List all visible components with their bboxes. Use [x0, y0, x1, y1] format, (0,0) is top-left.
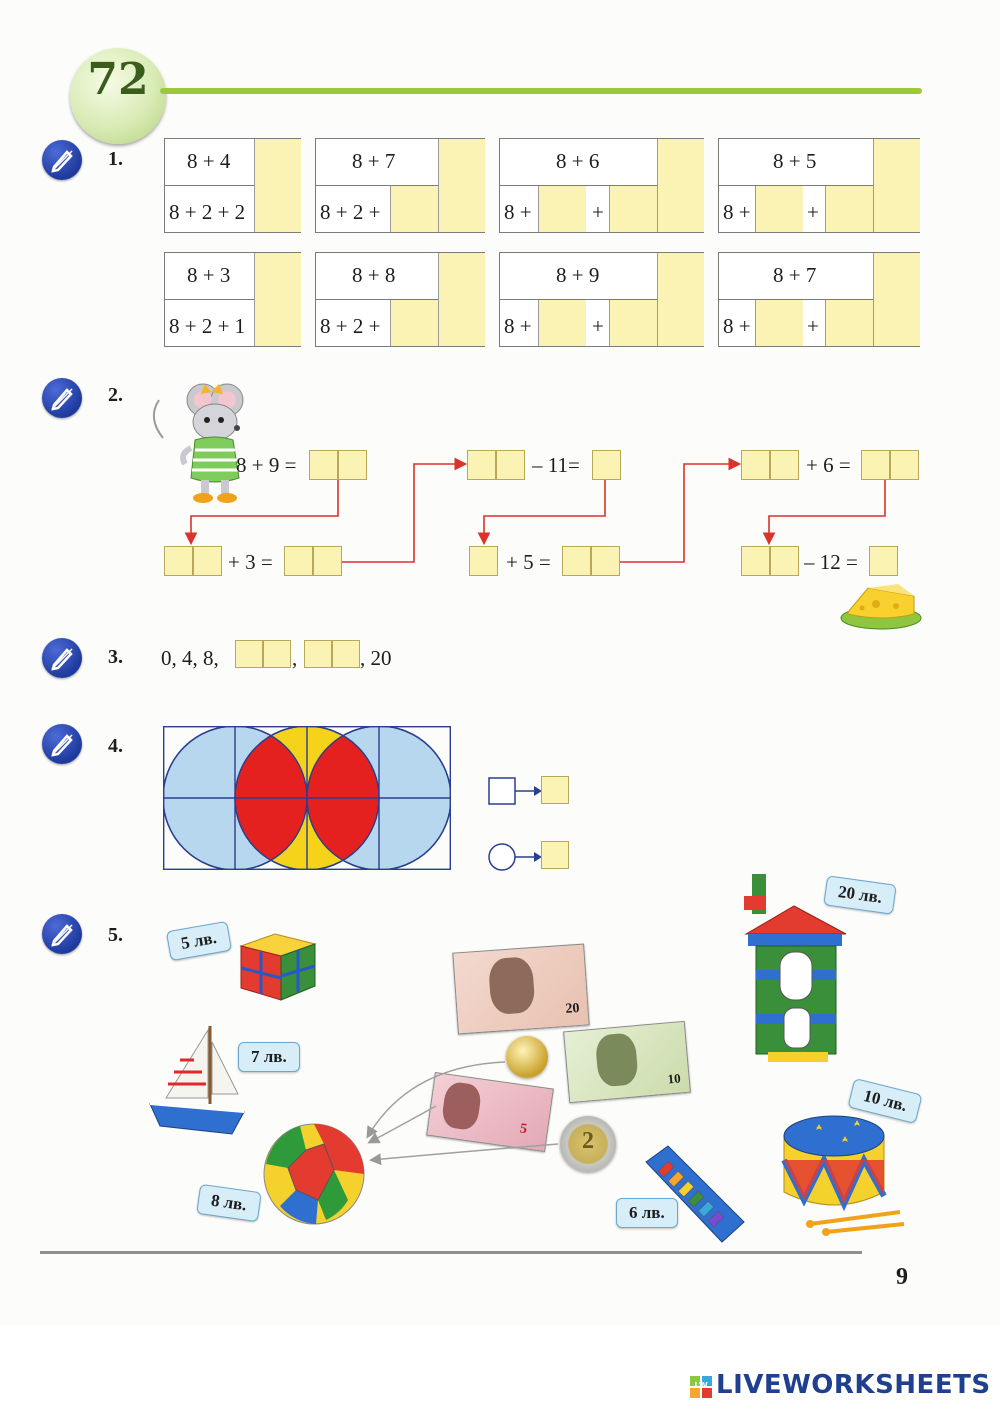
- card-top-expression: 8 + 7: [352, 149, 396, 173]
- answer-box[interactable]: [164, 546, 193, 576]
- card-top-expression: 8 + 8: [352, 263, 396, 287]
- exercise-2-number: 2.: [108, 384, 123, 406]
- answer-box[interactable]: [284, 546, 313, 576]
- puzzle-cube-illustration: [235, 930, 320, 1002]
- answer-box[interactable]: [657, 253, 704, 346]
- decomposition-card: [315, 252, 485, 347]
- answer-box[interactable]: [825, 186, 873, 232]
- equation-4-text: + 5 =: [506, 550, 551, 574]
- answer-box[interactable]: [313, 546, 342, 576]
- price-tag-castle: 20 лв.: [823, 875, 897, 914]
- card-top-expression: 8 + 7: [773, 263, 817, 287]
- answer-box[interactable]: [538, 186, 586, 232]
- answer-box[interactable]: [562, 546, 591, 576]
- answer-box[interactable]: [755, 186, 803, 232]
- coin-value: 2: [582, 1128, 594, 1154]
- answer-box[interactable]: [741, 546, 770, 576]
- card-bottom-expression: 8 + 2 + 2: [169, 200, 246, 224]
- lesson-number: 72: [87, 54, 149, 105]
- card-top-expression: 8 + 5: [773, 149, 817, 173]
- answer-box[interactable]: [657, 139, 704, 232]
- coin-2: [560, 1116, 616, 1172]
- answer-box[interactable]: [254, 139, 301, 232]
- card-bottom-term: 8 +: [504, 314, 532, 338]
- square-arrow-icon: [488, 775, 544, 809]
- card-bottom-term: 8 +: [723, 200, 751, 224]
- drum-illustration: [780, 1100, 908, 1238]
- card-top-expression: 8 + 9: [556, 263, 600, 287]
- sailboat-illustration: [146, 1020, 248, 1138]
- answer-box[interactable]: [825, 300, 873, 346]
- answer-box[interactable]: [770, 546, 799, 576]
- square-count-answer-box[interactable]: [541, 776, 569, 804]
- exercise-1-number: 1.: [108, 148, 123, 170]
- card-bottom-plus: +: [592, 314, 604, 338]
- answer-box[interactable]: [469, 546, 498, 576]
- equation-6-text: – 12 =: [804, 550, 858, 574]
- liveworksheets-brand[interactable]: LIVEWORKSHEETS: [716, 1370, 991, 1400]
- sequence-end: , 20: [360, 646, 392, 670]
- price-tag-xylophone: 6 лв.: [616, 1198, 678, 1228]
- equation-3-text: – 11=: [532, 453, 580, 477]
- answer-box[interactable]: [873, 253, 920, 346]
- card-bottom-expression: 8 + 2 + 1: [169, 314, 246, 338]
- answer-box[interactable]: [609, 300, 657, 346]
- answer-box[interactable]: [193, 546, 222, 576]
- answer-box[interactable]: [869, 546, 898, 576]
- card-bottom-expression: 8 + 2 +: [320, 314, 381, 338]
- decomposition-card: [315, 138, 485, 233]
- answer-box[interactable]: [873, 139, 920, 232]
- answer-box[interactable]: [304, 640, 332, 668]
- exercise-5-number: 5.: [108, 924, 123, 946]
- ball-illustration: [260, 1120, 368, 1228]
- answer-box[interactable]: [390, 300, 438, 346]
- answer-box[interactable]: [309, 450, 338, 480]
- liveworksheets-logo-icon: LW: [690, 1376, 712, 1398]
- card-divider: [165, 185, 254, 186]
- equation-2-text: + 3 =: [228, 550, 273, 574]
- pencil-icon: [42, 724, 82, 764]
- card-bottom-plus: +: [807, 200, 819, 224]
- banknote-10: [563, 1021, 691, 1103]
- card-top-expression: 8 + 4: [187, 149, 231, 173]
- money-to-ball-arrows: [360, 1056, 560, 1176]
- answer-box[interactable]: [332, 640, 360, 668]
- answer-box[interactable]: [538, 300, 586, 346]
- banknote-value: 10: [666, 1070, 682, 1087]
- card-bottom-term: 8 +: [723, 314, 751, 338]
- card-bottom-term: 8 +: [504, 200, 532, 224]
- decomposition-card: [499, 138, 704, 233]
- answer-box[interactable]: [235, 640, 263, 668]
- price-tag-boat: 7 лв.: [238, 1042, 300, 1072]
- answer-box[interactable]: [890, 450, 919, 480]
- equation-5-text: + 6 =: [806, 453, 851, 477]
- answer-box[interactable]: [390, 186, 438, 232]
- card-bottom-plus: +: [592, 200, 604, 224]
- decomposition-card: [499, 252, 704, 347]
- answer-box[interactable]: [438, 253, 485, 346]
- price-tag-ball: 8 лв.: [196, 1184, 261, 1222]
- card-bottom-expression: 8 + 2 +: [320, 200, 381, 224]
- exercise-3-number: 3.: [108, 646, 123, 668]
- price-tag-cube: 5 лв.: [166, 921, 232, 961]
- decomposition-card: [164, 138, 301, 233]
- card-divider: [165, 299, 254, 300]
- card-bottom-plus: +: [807, 314, 819, 338]
- header-rule: [160, 88, 922, 94]
- footer-rule: [40, 1251, 862, 1254]
- equation-1-text: 8 + 9 =: [236, 453, 297, 477]
- answer-box[interactable]: [770, 450, 799, 480]
- circle-arrow-icon: [488, 840, 544, 874]
- card-top-expression: 8 + 3: [187, 263, 231, 287]
- banknote-value: 20: [565, 1000, 581, 1017]
- answer-box[interactable]: [254, 253, 301, 346]
- pencil-icon: [42, 638, 82, 678]
- card-top-expression: 8 + 6: [556, 149, 600, 173]
- answer-box[interactable]: [438, 139, 485, 232]
- answer-box[interactable]: [592, 450, 621, 480]
- answer-box[interactable]: [861, 450, 890, 480]
- answer-box[interactable]: [467, 450, 496, 480]
- decomposition-card: [164, 252, 301, 347]
- decomposition-card: [718, 138, 920, 233]
- pencil-icon: [42, 140, 82, 180]
- sequence-start: 0, 4, 8,: [161, 646, 219, 670]
- cheese-plate-illustration: [838, 576, 924, 632]
- pencil-icon: [42, 914, 82, 954]
- decomposition-card: [718, 252, 920, 347]
- circles-rectangle-figure: [163, 726, 451, 870]
- xylophone-illustration: [640, 1142, 750, 1246]
- exercise-4-number: 4.: [108, 735, 123, 757]
- answer-box[interactable]: [591, 546, 620, 576]
- answer-box[interactable]: [609, 186, 657, 232]
- answer-box[interactable]: [263, 640, 291, 668]
- answer-box[interactable]: [755, 300, 803, 346]
- circle-count-answer-box[interactable]: [541, 841, 569, 869]
- answer-box[interactable]: [338, 450, 367, 480]
- banknote-20: [452, 943, 589, 1034]
- answer-box[interactable]: [496, 450, 525, 480]
- banknote-value: 5: [518, 1121, 528, 1138]
- pencil-icon: [42, 378, 82, 418]
- sequence-comma: ,: [292, 646, 298, 670]
- price-tag-drum: 10 лв.: [847, 1078, 922, 1124]
- page-number: 9: [896, 1264, 908, 1290]
- answer-box[interactable]: [741, 450, 770, 480]
